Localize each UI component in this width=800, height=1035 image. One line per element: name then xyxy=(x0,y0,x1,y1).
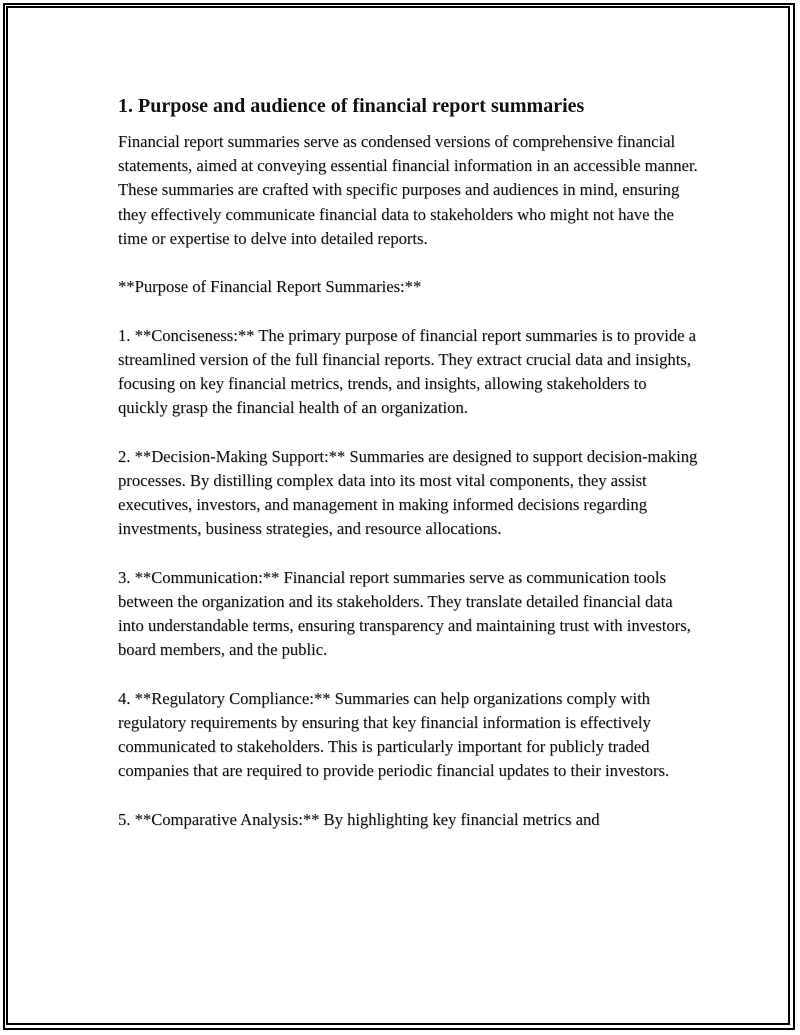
intro-paragraph: Financial report summaries serve as condensed versions of comprehensive financial statements, aimed at conveying essential financial information in an accessible manner. These summaries are crafted with specific purposes and audiences in mind, ensuring they effectively communicate financial data to stakeholders who might not have the time or expertise to delve into detailed reports. xyxy=(118,132,698,248)
purpose-subheading: **Purpose of Financial Report Summaries:** xyxy=(118,277,422,297)
list-item-regulatory: 4. **Regulatory Compliance:** Summaries can help organizations comply with regulatory requirements by ensuring that key financial information is effectively communicated to stakeholders. This is particularly important for publicly traded companies that are required to provide periodic financial updates to their investors. xyxy=(118,688,670,781)
document-body xyxy=(118,92,698,856)
section-heading: 1. Purpose and audience of financial report summaries xyxy=(118,95,585,117)
list-item-decision-making: 2. **Decision-Making Support:** Summaries are designed to support decision-making processes. By distilling complex data into its most vital components, they assist executives, investors, and management in making informed decisions regarding investments, business strategies, and resource allocations. xyxy=(118,446,698,539)
list-item-conciseness: 1. **Conciseness:** The primary purpose of financial report summaries is to provide a streamlined version of the full financial reports. They extract crucial data and insights, focusing on key financial metrics, trends, and insights, allowing stakeholders to quickly grasp the financial health of an organization. xyxy=(118,325,697,418)
list-item-comparative: 5. **Comparative Analysis:** By highlighting key financial metrics and xyxy=(118,809,600,829)
list-item-communication: 3. **Communication:** Financial report summaries serve as communication tools between the organization and its stakeholders. They translate detailed financial data into understandable terms, ensuring transparency and maintaining trust with investors, board members, and the public. xyxy=(118,567,691,660)
